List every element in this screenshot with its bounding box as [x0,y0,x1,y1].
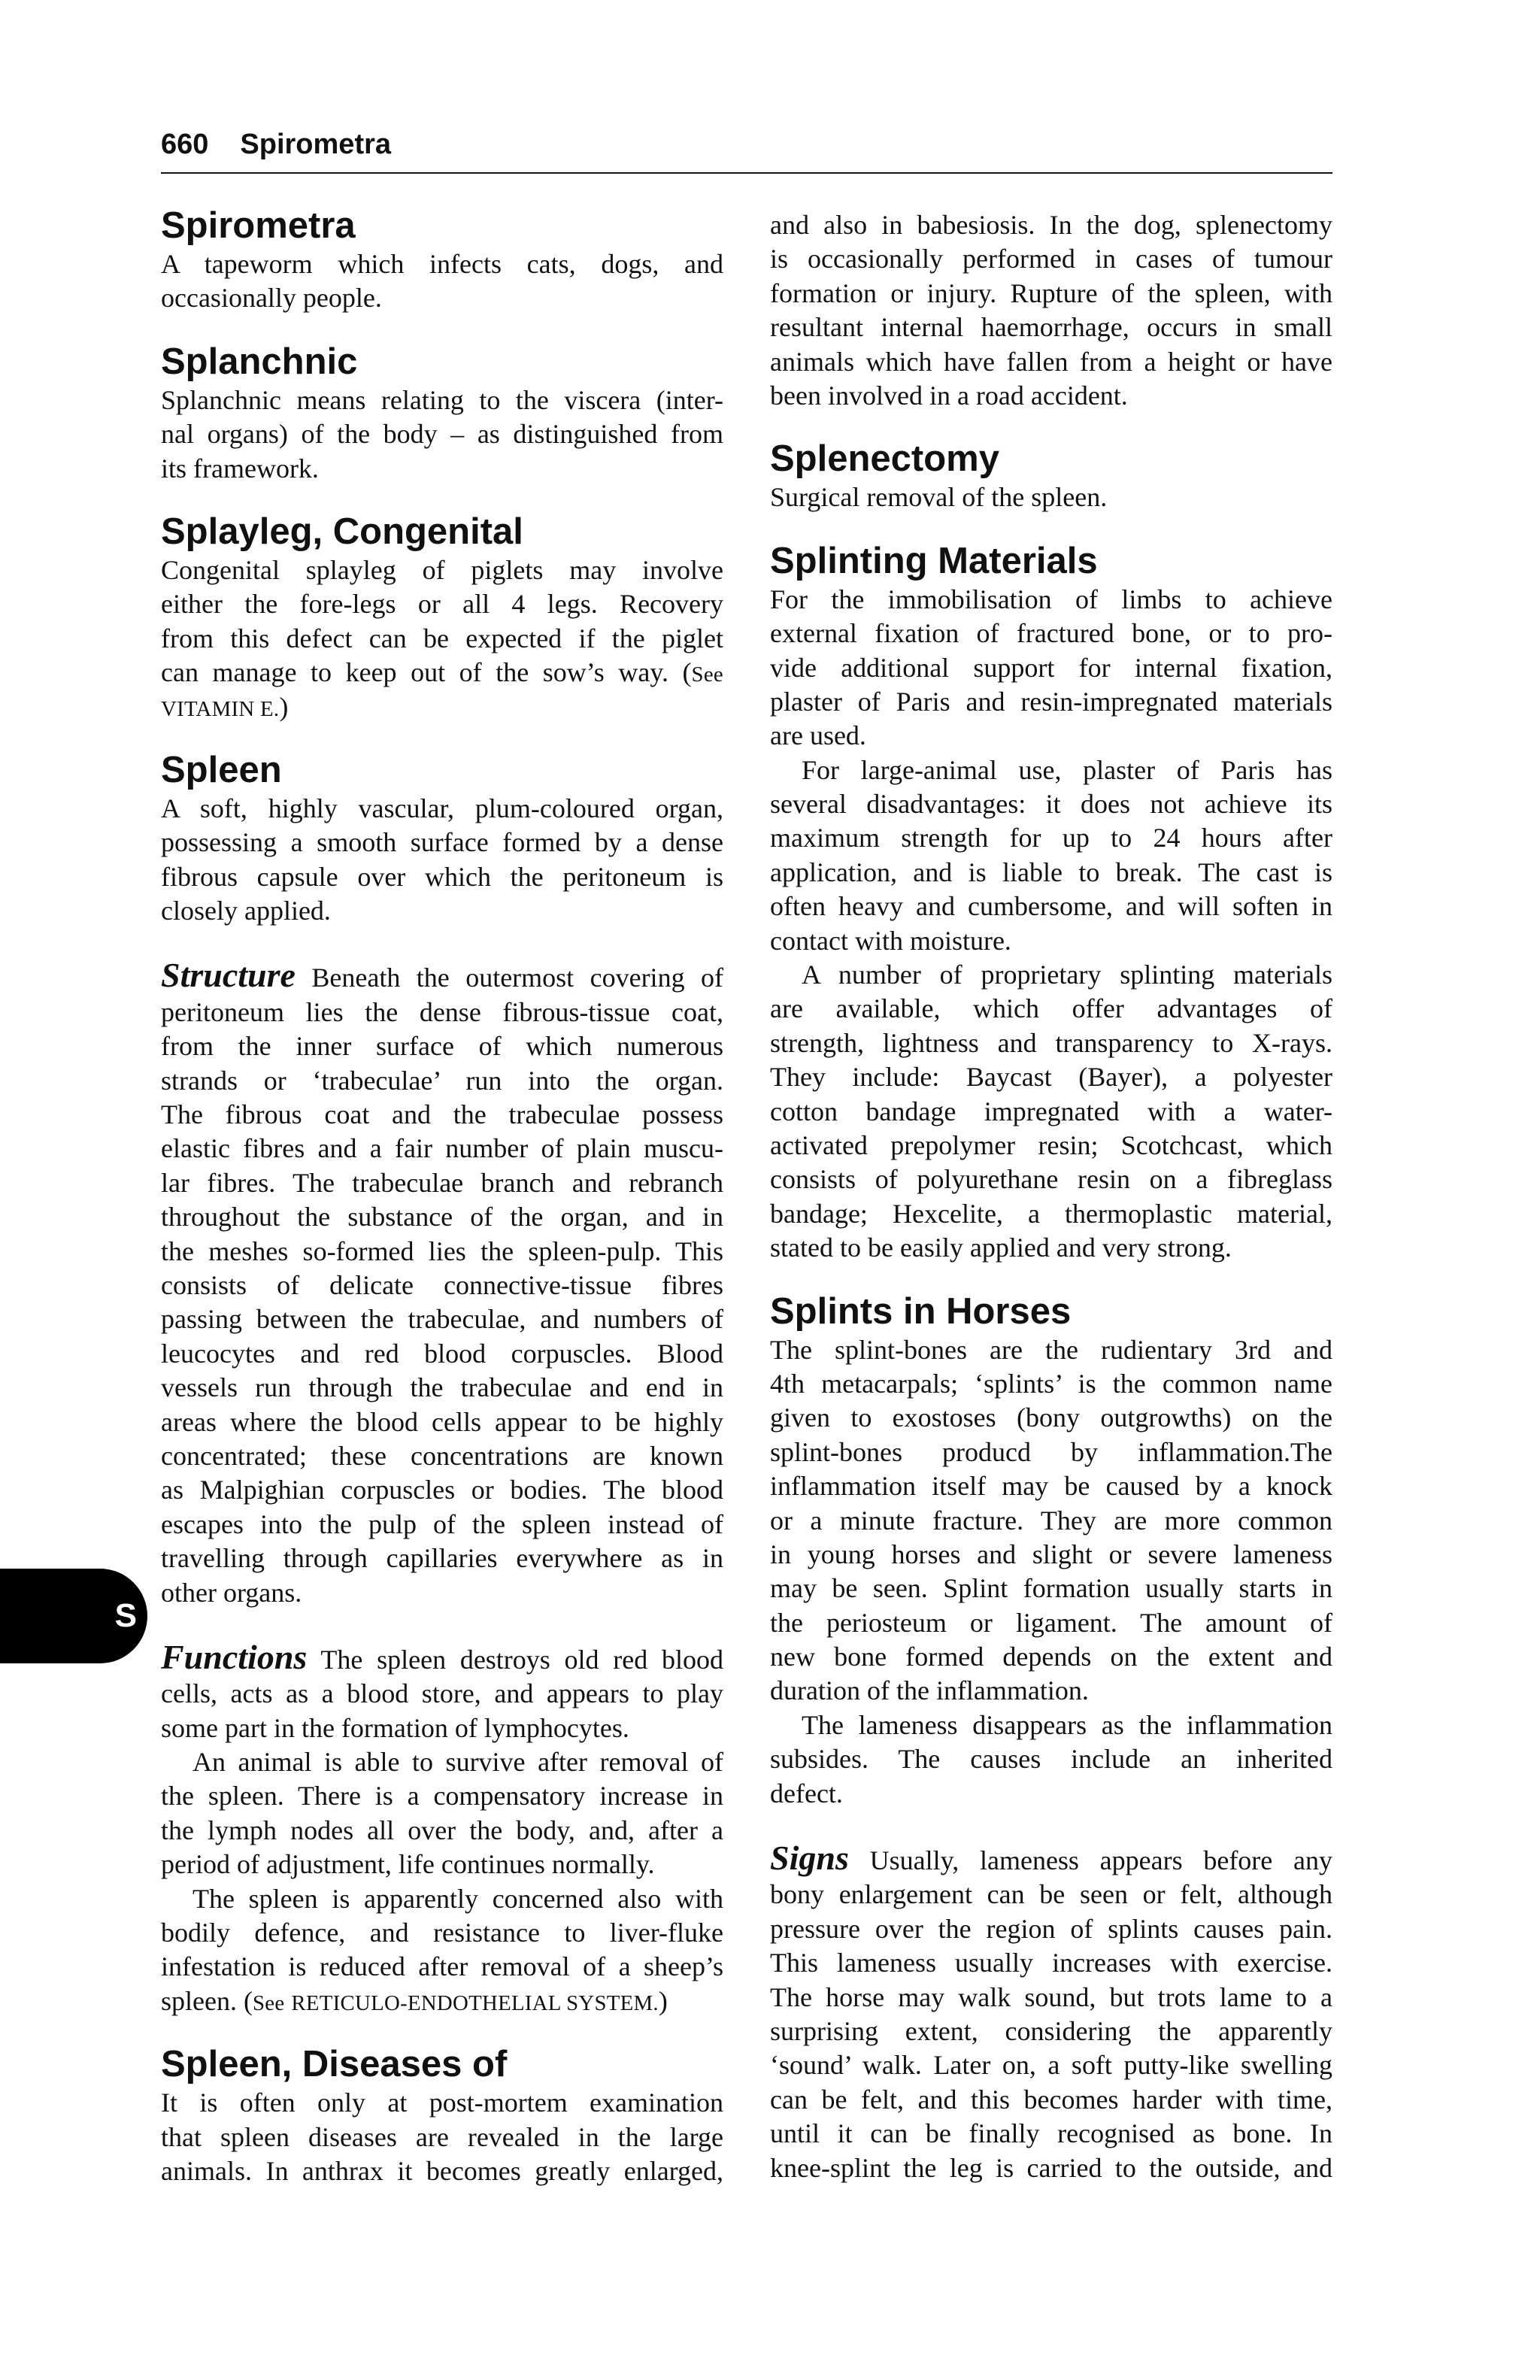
text-line: The spleen is apparently concerned also with [192,1883,723,1914]
paragraph [161,1637,723,1745]
text-line: passing between the trabeculae, and numbers of [161,1304,723,1335]
text-line: The fibrous coat and the trabeculae possess [161,1099,723,1130]
text-line: external fixation of fractured bone, or to pro- [770,618,1332,649]
text-run: ) [279,691,289,722]
text-line: are used. [770,720,866,751]
running-title: Spirometra [240,129,392,160]
paragraph [161,792,723,929]
text-line: consists of polyurethane resin on a fibreglass [770,1164,1332,1195]
left-column [161,206,723,2188]
run-in-subheading: Structure [161,956,296,995]
text-line: Surgical removal of the spleen. [770,482,1108,513]
text-line: resultant internal haemorrhage, occurs in small [770,312,1332,343]
text-line: A number of proprietary splinting materials [802,960,1332,990]
text-line: several disadvantages: it does not achieve its [770,789,1332,820]
small-caps-text: See [691,662,723,687]
text-line: that spleen diseases are revealed in the large [161,2121,723,2152]
text-line: inflammation itself may be caused by a knock [770,1471,1332,1502]
text-line: possessing a smooth surface formed by a dense [161,827,723,858]
paragraph [770,208,1332,413]
entry-heading: Spleen [161,749,282,790]
text-line: or a minute fracture. They are more common [770,1505,1332,1536]
text-line: as Malpighian corpuscles or bodies. The blood [161,1475,723,1505]
right-column [770,206,1332,2185]
text-line: It is often only at post-mortem examination [161,2087,723,2118]
text-line: are available, which offer advantages of [770,993,1332,1024]
header-rule [161,172,1332,174]
text-line: splint-bones producd by inflammation.The [770,1436,1332,1467]
text-line: other organs. [161,1577,302,1608]
text-line: the meshes so-formed lies the spleen-pulp. This [161,1235,723,1266]
text-line: in young horses and slight or severe lameness [770,1539,1332,1569]
small-caps-text: VITAMIN E. [161,696,280,721]
small-caps-text: See [252,1990,285,2015]
text-line: cotton bandage impregnated with a water- [770,1096,1332,1126]
text-line: subsides. The causes include an inherited [770,1744,1332,1775]
text-line: often heavy and cumbersome, and will soften in [770,891,1332,922]
text-run: Beneath the outermost covering of [295,963,723,993]
text-line: They include: Baycast (Bayer), a polyester [770,1062,1332,1093]
text-line: This lameness usually increases with exercise. [770,1948,1332,1978]
text-line: The lameness disappears as the inflammation [802,1709,1332,1740]
text-run: The spleen destroys old red blood [307,1644,723,1675]
small-caps-text: RETICULO-ENDOTHELIAL SYSTEM. [291,1990,659,2015]
text-line: vessels run through the trabeculae and end in [161,1372,723,1403]
text-line: pressure over the region of splints causes pain. [770,1913,1332,1944]
text-line: For large-animal use, plaster of Paris has [802,754,1332,785]
text-line [161,656,723,690]
text-line: and also in babesiosis. In the dog, splenectomy [770,210,1332,240]
text-line: the periosteum or ligament. The amount of [770,1607,1332,1638]
text-line [161,1637,723,1677]
text-line: cells, acts as a blood store, and appears to play [161,1678,723,1709]
text-line: given to exostoses (bony outgrowths) on the [770,1402,1332,1433]
running-head [161,128,391,161]
text-line: stated to be easily applied and very strong. [770,1232,1232,1263]
text-line: strength, lightness and transparency to X-rays. [770,1027,1332,1058]
text-line: travelling through capillaries everywhere as in [161,1543,723,1574]
text-line: may be seen. Splint formation usually starts in [770,1573,1332,1604]
text-line: its framework. [161,453,319,484]
text-line: contact with moisture. [770,925,1011,956]
paragraph [770,958,1332,1266]
text-line: animals which have fallen from a height or have [770,346,1332,377]
paragraph [161,384,723,486]
text-line: defect. [770,1778,843,1808]
text-line: closely applied. [161,896,331,926]
paragraph [161,2086,723,2188]
text-line: strands or ‘trabeculae’ run into the organ. [161,1065,723,1096]
text-line: plaster of Paris and resin-impregnated materials [770,686,1332,717]
text-line: vide additional support for internal fixation, [770,652,1332,683]
text-line [161,690,723,724]
paragraph [161,553,723,724]
run-in-subheading: Signs [770,1839,849,1878]
text-line: consists of delicate connective-tissue fibres [161,1269,723,1300]
run-in-subheading: Functions [161,1637,308,1676]
text-line: areas where the blood cells appear to be highly [161,1406,723,1437]
text-line: For the immobilisation of limbs to achieve [770,584,1332,614]
text-line: Congenital splayleg of piglets may involve [161,554,723,585]
text-line: formation or injury. Rupture of the spleen, with [770,277,1332,308]
text-line: duration of the inflammation. [770,1675,1089,1706]
text-line: activated prepolymer resin; Scotchcast, which [770,1129,1332,1160]
text-line [770,1839,1332,1878]
text-line: bodily defence, and resistance to liver-fluke [161,1918,723,1948]
text-line [161,1984,723,2018]
text-line: can be felt, and this becomes harder with time, [770,2084,1332,2115]
text-run: spleen. ( [161,1985,253,2016]
text-line: been involved in a road accident. [770,380,1128,411]
paragraph [770,481,1332,514]
text-run: ) [658,1985,668,2016]
text-line [161,956,723,995]
text-line: The splint-bones are the rudientary 3rd and [770,1334,1332,1365]
entry-heading: Splints in Horses [770,1290,1072,1332]
text-line: A tapeworm which infects cats, dogs, and [161,249,723,279]
entry-heading: Splenectomy [770,438,999,480]
text-line: animals. In anthrax it becomes greatly enlarged, [161,2155,723,2186]
text-line: Splanchnic means relating to the viscera (inter- [161,384,723,415]
entry-heading: Splinting Materials [770,540,1098,581]
text-line: until it can be finally recognised as bone. In [770,2118,1332,2149]
text-line: 4th metacarpals; ‘splints’ is the common name [770,1368,1332,1399]
section-letter: S [114,1597,137,1634]
text-line: peritoneum lies the dense fibrous-tissue coat, [161,996,723,1027]
section-thumb-tab [0,1569,147,1663]
text-line: concentrated; these concentrations are known [161,1440,723,1471]
text-run: Usually, lameness appears before any [848,1845,1332,1876]
text-line: throughout the substance of the organ, and in [161,1202,723,1232]
text-line: occasionally people. [161,283,382,314]
text-line: period of adjustment, life continues normally. [161,1849,655,1880]
text-line: An animal is able to survive after removal of [192,1747,723,1778]
text-line: surprising extent, considering the apparently [770,2015,1332,2046]
text-line: fibrous capsule over which the peritoneum is [161,861,723,892]
paragraph [770,753,1332,958]
text-line: A soft, highly vascular, plum-coloured organ, [161,793,723,823]
paragraph [161,956,723,1609]
text-line: the spleen. There is a compensatory increase in [161,1781,723,1812]
text-line: from this defect can be expected if the piglet [161,623,723,653]
text-line: elastic fibres and a fair number of plain muscu- [161,1133,723,1164]
entry-heading: Splayleg, Congenital [161,511,523,552]
text-line: knee-splint the leg is carried to the outside, and [770,2152,1332,2183]
text-line: either the fore-legs or all 4 legs. Recovery [161,589,723,620]
text-line: bony enlargement can be seen or felt, although [770,1879,1332,1910]
entry-heading: Spirometra [161,205,356,246]
entry-heading: Splanchnic [161,341,358,382]
text-line: ‘sound’ walk. Later on, a soft putty-like swelling [770,2050,1332,2081]
text-line: escapes into the pulp of the spleen instead of [161,1508,723,1539]
text-line: new bone formed depends on the extent and [770,1642,1332,1672]
text-line: application, and is liable to break. The cast is [770,856,1332,887]
text-line: from the inner surface of which numerous [161,1031,723,1062]
paragraph [161,1745,723,1882]
text-line: nal organs) of the body – as distinguished from [161,419,723,450]
paragraph [161,247,723,316]
text-line: lar fibres. The trabeculae branch and rebranch [161,1167,723,1198]
text-line: the lymph nodes all over the body, and, after a [161,1815,723,1845]
text-line: bandage; Hexcelite, a thermoplastic material, [770,1198,1332,1229]
paragraph [770,1333,1332,1708]
text-run: can manage to keep out of the sow’s way. ( [161,657,692,688]
paragraph [770,1708,1332,1811]
text-line: some part in the formation of lymphocytes. [161,1712,629,1743]
entry-heading: Spleen, Diseases of [161,2044,508,2085]
text-line: leucocytes and red blood corpuscles. Blood [161,1338,723,1369]
paragraph [161,1882,723,2019]
text-line: maximum strength for up to 24 hours after [770,823,1332,853]
paragraph [770,583,1332,753]
text-line: The horse may walk sound, but trots lame to a [770,1981,1332,2012]
text-line: is occasionally performed in cases of tumour [770,244,1332,274]
text-line: infestation is reduced after removal of a sheep’s [161,1951,723,1982]
page-number: 660 [161,129,209,160]
paragraph [770,1839,1332,2185]
